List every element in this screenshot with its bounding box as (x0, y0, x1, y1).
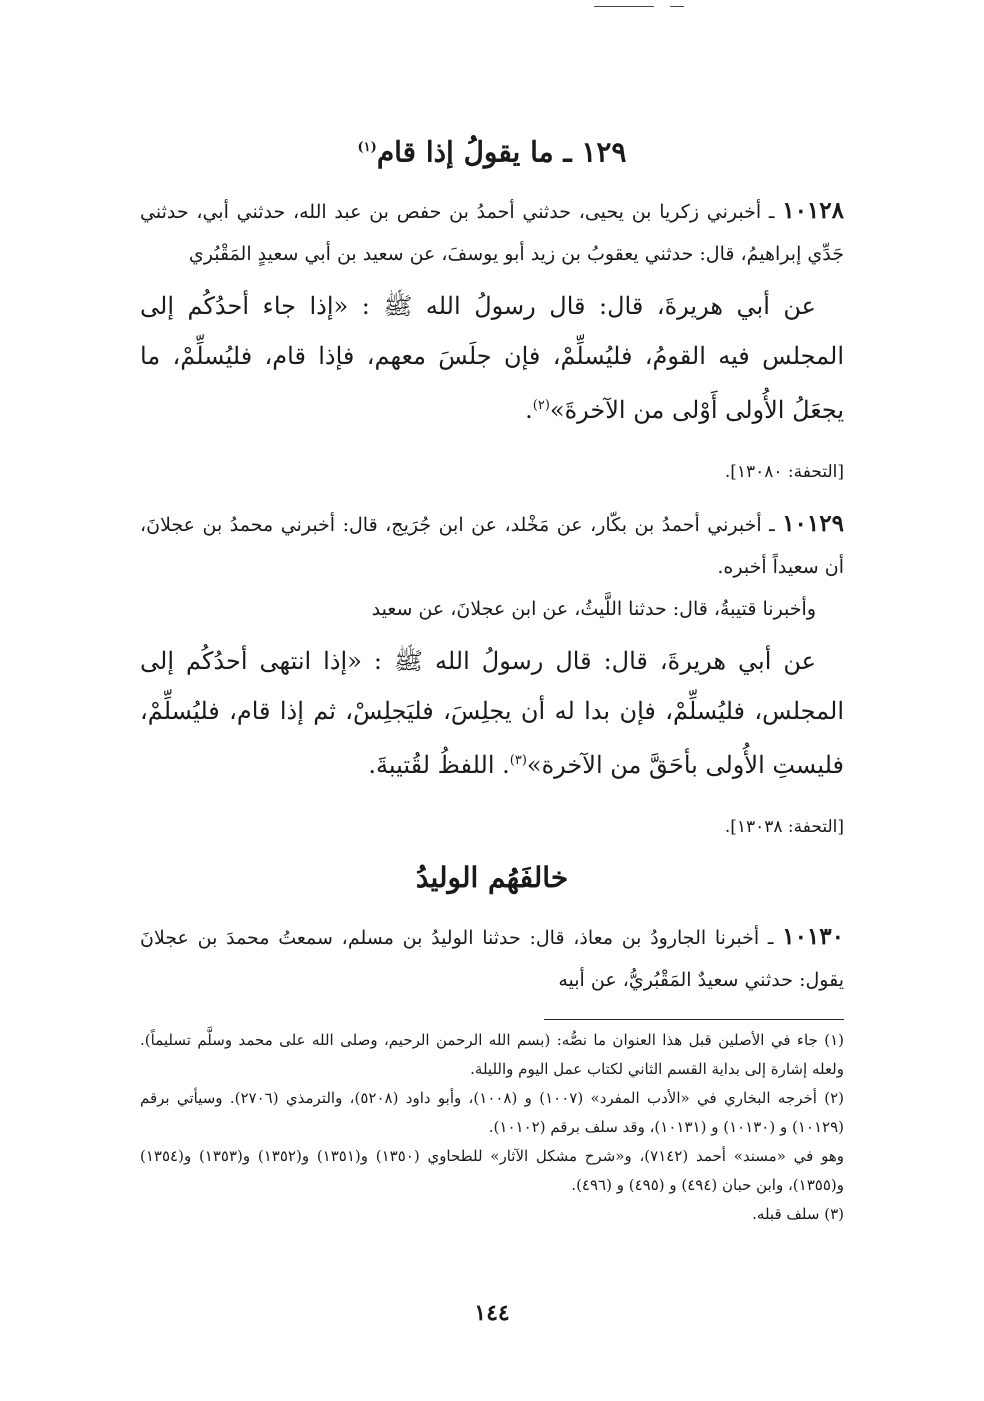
tuhfa-reference: [التحفة: ١٣٠٨٠]. (724, 462, 844, 483)
section-subheading: خالفَهُم الوليدُ (415, 861, 569, 895)
chapter-heading (140, 128, 844, 172)
footnote-1: (١) جاء في الأصلين قبل هذا العنوان ما نصُّه: (بسم الله الرحمن الرحيم، وصلى الله على محمد وسلَّم تسليماً). ولعله إشارة إلى بداية القسم الثاني لكتاب عمل اليوم والليلة. (140, 1031, 844, 1079)
hadith-matn (140, 281, 844, 435)
chapter-heading-text: ١٢٩ ـ ما يقولُ إذا قام (376, 135, 627, 169)
page-number: ١٤٤ (474, 1300, 510, 1326)
hadith-isnad (140, 916, 844, 1001)
matn-end: . اللفظُ لقُتيبةَ. (368, 751, 510, 780)
footnote-3: (٣) سلف قبله. (752, 1205, 844, 1224)
footnote-2-continued: وهو في «مسند» أحمد (٧١٤٢)، و«شرح مشكل الآثار» للطحاوي (١٣٥٠) و(١٣٥١) و(١٣٥٢) و(١٣٥٣) و(١٣٥٤) و(١٣٥٥)، وابن حبان (٤٩٤) و (٤٩٥) و (٤٩٦). (140, 1147, 844, 1195)
hadith-isnad (140, 503, 844, 588)
hadith-number: ١٠١٢٩ (782, 510, 844, 538)
isnad-text: ـ أخبرني أحمدُ بن بكّار، عن مَخْلد، عن ابن جُرَيج، قال: أخبرني محمدُ بن عجلانَ، أن سعيداً أخبره. (140, 514, 844, 579)
header-rule-short (670, 6, 684, 7)
matn-text: عن أبي هريرةَ، قال: قال رسولُ الله ﷺ : «إذا انتهى أحدُكُم إلى المجلس، فليُسلِّمْ، فإن بدا له أن يجلِسَ، فليَجلِسْ، ثم إذا قام، فليُسلِّمْ، فليستِ الأُولى بأحَقَّ من الآخرة» (140, 647, 844, 780)
hadith-number: ١٠١٣٠ (782, 923, 844, 951)
matn-footnote-ref: (٣) (509, 753, 527, 769)
hadith-matn (140, 636, 844, 790)
matn-text: عن أبي هريرةَ، قال: قال رسولُ الله ﷺ : «إذا جاء أحدُكُم إلى المجلس فيه القومُ، فليُسلِّمْ، فإن جلَسَ معهم، فإذا قام، فليُسلِّمْ، ما يجعَلُ الأُولى أَوْلى من الآخرةَ» (140, 292, 844, 425)
hadith-isnad-secondary: وأخبرنا قتيبةُ، قال: حدثنا اللَّيثُ، عن ابن عجلانَ، عن سعيد (371, 598, 816, 621)
matn-footnote-ref: (٢) (532, 398, 550, 414)
matn-end: . (525, 396, 533, 425)
chapter-heading-footnote-ref: (١) (357, 140, 377, 155)
header-rule (594, 6, 654, 7)
hadith-number: ١٠١٢٨ (782, 197, 844, 225)
isnad-text: ـ أخبرنا الجارودُ بن معاذ، قال: حدثنا الوليدُ بن مسلم، سمعتُ محمدَ بن عجلانَ يقول: حدثني سعيدٌ المَقْبُريُّ، عن أبيه (140, 927, 844, 992)
page-content (140, 128, 844, 1229)
hadith-isnad (140, 190, 844, 275)
footnote-separator (544, 1019, 844, 1020)
footnotes (140, 1026, 844, 1229)
isnad-text: ـ أخبرني زكريا بن يحيى، حدثني أحمدُ بن حفص بن عبد الله، حدثني أبي، حدثني جَدِّي إبراهيمُ، قال: حدثني يعقوبُ بن زيد أبو يوسفَ، عن سعيد بن أبي سعيدٍ المَقْبُري (140, 201, 844, 266)
footnote-2: (٢) أخرجه البخاري في «الأدب المفرد» (١٠٠٧) و (١٠٠٨)، وأبو داود (٥٢٠٨)، والترمذي (٢٧٠٦). وسيأتي برقم (١٠١٢٩) و (١٠١٣٠) و (١٠١٣١)، وقد سلف برقم (١٠١٠٢). (140, 1089, 845, 1137)
tuhfa-reference: [التحفة: ١٣٠٣٨]. (724, 817, 844, 838)
